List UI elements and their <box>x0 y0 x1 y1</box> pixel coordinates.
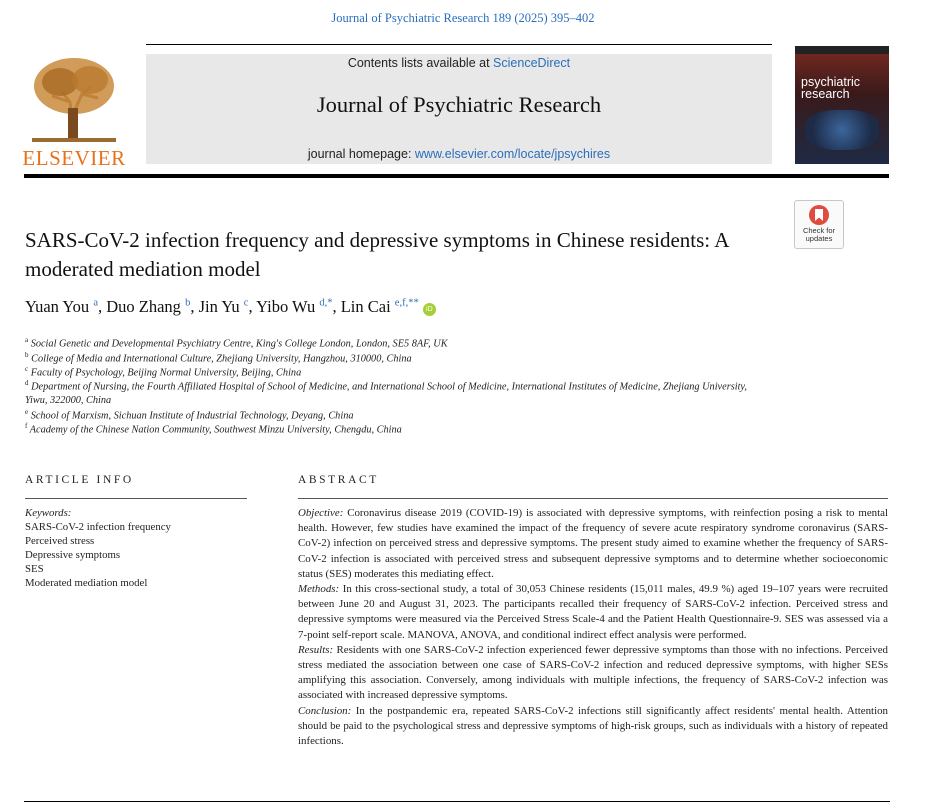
affiliation-text: Department of Nursing, the Fourth Affiliated Hospital of School of Medicine, and International School of Medicine, International Institutes of Medicine, Zhejiang University, Yiwu, 322000, China <box>25 381 748 407</box>
abstract-section-label: Objective: <box>298 507 344 519</box>
abstract-results <box>298 643 888 704</box>
cover-artwork <box>805 110 879 150</box>
keyword-item[interactable]: SES <box>25 563 44 575</box>
author[interactable] <box>25 297 106 316</box>
journal-banner <box>146 54 772 164</box>
header-divider-top <box>146 44 772 45</box>
homepage-line <box>146 147 772 161</box>
keyword-item[interactable]: Moderated mediation model <box>25 577 148 589</box>
bookmark-icon <box>808 204 830 226</box>
abstract-section-text: Coronavirus disease 2019 (COVID-19) is associated with depressive symptoms, with reinfection posing a risk to mental health. However, few studies have examined the impact of the frequency of severe acute respiratory syndrome coronavirus (SARS-CoV-2) infection on perceived stress and depressive symptoms. The present study aimed to examine whether the frequency of SARS-CoV-2 infection is associated with perceived stress and subsequent depressive symptoms and to determine whether socioeconomic status (SES) moderates this mediating effect. <box>298 507 888 580</box>
abstract-conclusion <box>298 704 888 750</box>
author-name: Jin Yu <box>198 297 240 316</box>
abstract-methods <box>298 582 888 643</box>
abstract-heading: ABSTRACT <box>298 474 379 486</box>
cover-top-strip <box>795 46 889 54</box>
contents-prefix: Contents lists available at <box>347 56 490 70</box>
check-for-updates-badge[interactable] <box>794 200 844 249</box>
author-name: Yibo Wu <box>256 297 316 316</box>
keywords-block <box>25 506 255 590</box>
author-name: Lin Cai <box>340 297 391 316</box>
journal-homepage-link[interactable]: www.elsevier.com/locate/jpsychires <box>414 147 611 161</box>
keyword-item[interactable]: SARS-CoV-2 infection frequency <box>25 521 171 533</box>
journal-cover-image[interactable] <box>795 46 889 164</box>
affiliation-text: Faculty of Psychology, Beijing Normal University, Beijing, China <box>30 367 302 379</box>
affiliation-text: School of Marxism, Sichuan Institute of Industrial Technology, Deyang, China <box>30 410 354 422</box>
author-separator: , <box>332 297 341 316</box>
affiliation-marker: a <box>25 336 29 344</box>
affiliation-text: Academy of the Chinese Nation Community, Southwest Minzu University, Chengdu, China <box>29 424 402 436</box>
article-info-heading: ARTICLE INFO <box>25 474 134 486</box>
header-divider-bottom <box>24 174 889 178</box>
affiliation-marker: b <box>25 351 29 359</box>
author-name: Yuan You <box>25 297 90 316</box>
badge-label: Check for updates <box>802 226 836 243</box>
cover-title: psychiatric research <box>801 75 861 101</box>
abstract-section-text: In this cross-sectional study, a total of 30,053 Chinese residents (15,011 males, 49.9 %) aged 19–107 years were recruited between June 20 and August 31, 2023. The participants recalled their frequency of SARS-CoV-2 infection. Perceived stress and depressive symptoms were measured via the Perceived Stress Scale-4 and the Patient Health Questionnaire-9. SES was assessed via a 7-point self-report scale. MANOVA, ANOVA, and conditional indirect effect analysis were performed. <box>298 583 888 641</box>
author-separator: , <box>248 297 257 316</box>
homepage-prefix: journal homepage: <box>307 147 412 161</box>
abstract-rule <box>298 498 888 499</box>
author[interactable] <box>199 297 257 316</box>
keyword-item[interactable]: Depressive symptoms <box>25 549 121 561</box>
author-affiliation-marker[interactable]: d,* <box>319 297 333 309</box>
contents-line <box>146 56 772 70</box>
affiliation-text: College of Media and International Culture, Zhejiang University, Hangzhou, 310000, China <box>31 353 412 365</box>
affiliation-marker: d <box>25 379 29 387</box>
orcid-icon[interactable]: iD <box>423 303 436 316</box>
author-affiliation-marker[interactable]: c <box>243 297 249 309</box>
affiliation-marker: f <box>25 422 28 430</box>
sciencedirect-link[interactable]: ScienceDirect <box>493 56 571 70</box>
author-affiliation-marker[interactable]: b <box>185 297 191 309</box>
author[interactable] <box>106 297 198 316</box>
affiliation-marker: e <box>25 408 29 416</box>
author-affiliation-marker[interactable]: a <box>93 297 98 309</box>
publisher-name: ELSEVIER <box>22 146 126 170</box>
abstract-section-label: Conclusion: <box>298 704 352 717</box>
affiliation-text: Social Genetic and Developmental Psychiatry Centre, King's College London, London, SE5 8AF, UK <box>30 338 448 350</box>
author-list <box>25 297 725 317</box>
affiliation-marker: c <box>25 365 29 373</box>
keywords-label: Keywords: <box>25 507 72 519</box>
abstract-body <box>298 506 888 749</box>
journal-title: Journal of Psychiatric Research <box>316 92 602 117</box>
abstract-section-label: Methods: <box>298 583 340 596</box>
journal-citation[interactable]: Journal of Psychiatric Research 189 (2025) 395–402 <box>331 11 595 25</box>
article-info-rule <box>25 498 247 499</box>
abstract-section-text: In the postpandemic era, repeated SARS-CoV-2 infections still significantly affect residents' mental health. Attention should be paid to the psychological stress and depressive symptoms of high-risk groups, such as individuals with a history of repeated infections. <box>298 704 888 748</box>
affiliation-item <box>25 419 765 437</box>
abstract-objective <box>298 506 888 582</box>
author-separator: , <box>97 297 107 316</box>
abstract-section-text: Residents with one SARS-CoV-2 infection experienced fewer depressive symptoms than those with no infections. Perceived stress mediated the association between one case of SARS-CoV-2 infection and reduced depressive symptoms, with higher SESs amplifying this association. Conversely, among individuals with multiple infections, the frequency of SARS-CoV-2 infection was associated with increased depressive symptoms. <box>298 643 888 702</box>
author[interactable] <box>256 297 341 316</box>
author-affiliation-marker[interactable]: e,f,** <box>394 297 419 309</box>
keyword-item[interactable]: Perceived stress <box>25 535 95 547</box>
author-name: Duo Zhang <box>106 297 181 316</box>
author-separator: , <box>190 297 199 316</box>
abstract-section-label: Results: <box>298 643 334 656</box>
affiliation-item <box>25 376 765 408</box>
page-bottom-rule <box>24 801 890 802</box>
article-title: SARS-CoV-2 infection frequency and depressive symptoms in Chinese residents: A moderated mediation model <box>25 228 729 281</box>
author[interactable] <box>341 297 419 316</box>
